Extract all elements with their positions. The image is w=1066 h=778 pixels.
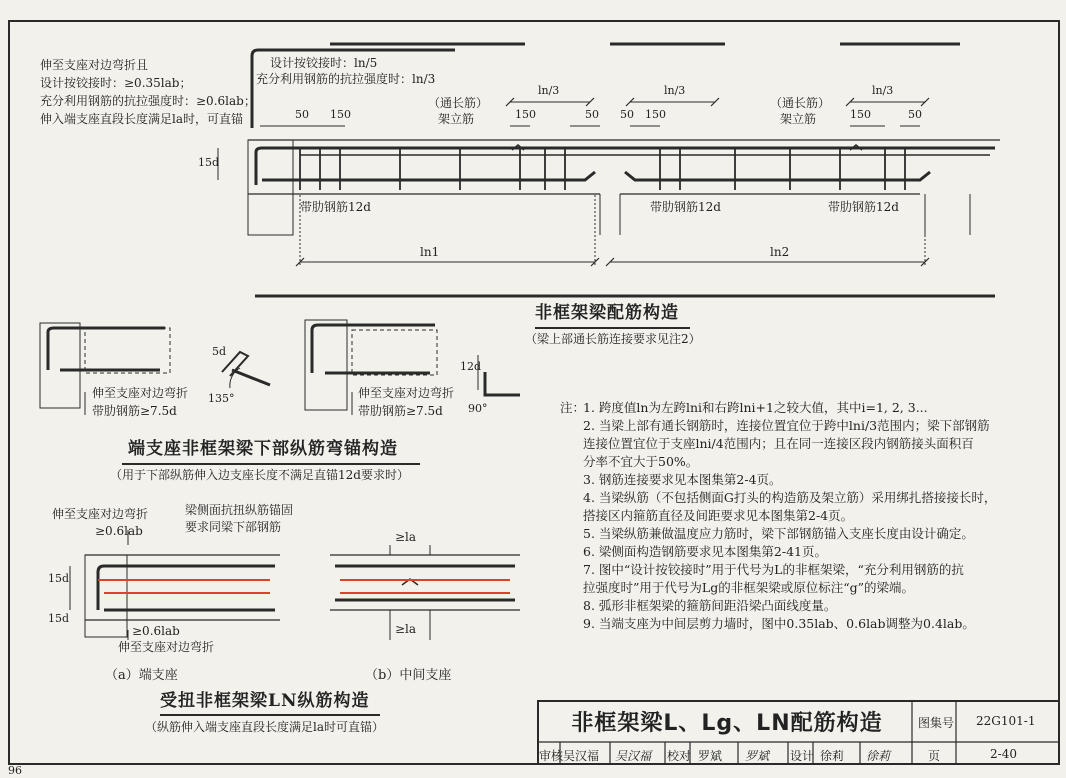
design-name: 徐莉 <box>820 749 845 763</box>
dim-150-d: 150 <box>850 108 871 121</box>
torsion-subtitle: （纵筋伸入端支座直段长度满足la时可直锚） <box>145 720 384 734</box>
design-label: 设计 <box>790 749 815 763</box>
torsion-label-extend-bottom: 伸至支座对边弯折 <box>118 640 215 654</box>
angle-90: 90° <box>468 402 488 415</box>
label-full-strength: 充分利用钢筋的抗拉强度时：ln/3 <box>256 72 436 86</box>
end-support-subtitle: （用于下部纵筋伸入边支座长度不满足直锚12d要求时） <box>110 468 409 482</box>
angle-135: 135° <box>208 392 235 405</box>
dim-12d: 12d <box>460 360 482 373</box>
dim-50-c: 50 <box>620 108 634 121</box>
label-design-hinge: 设计按铰接时：ln/5 <box>270 56 378 70</box>
dim-ln2: ln2 <box>770 245 790 259</box>
end-label-extend-2: 伸至支座对边弯折 <box>358 386 455 400</box>
torsion-label-06lab-top: ≥0.6lab <box>95 524 143 538</box>
review-label: 审核 <box>539 749 564 763</box>
left-note-2: 设计按铰接时：≥0.35lab； <box>40 76 192 90</box>
dim-5d: 5d <box>212 345 227 358</box>
dim-150-b: 150 <box>515 108 536 121</box>
dim-50-a: 50 <box>295 108 309 121</box>
erection-label-2b: 架立筋 <box>780 112 817 126</box>
note-2b: 连接位置宜位于支座lni/4范围内；且在同一连接区段内钢筋接头面积百 <box>583 436 974 451</box>
note-3: 3. 钢筋连接要求见本图集第2-4页。 <box>583 472 782 487</box>
end-label-ribbed-2: 带肋钢筋≥7.5d <box>358 404 443 418</box>
left-note-3: 充分利用钢筋的抗拉强度时：≥0.6lab； <box>40 94 256 108</box>
end-label-ribbed-1: 带肋钢筋≥7.5d <box>92 404 177 418</box>
torsion-dim-15d-a: 15d <box>48 572 70 585</box>
torsion-bars-red <box>98 580 510 593</box>
check-signature: 罗斌 <box>745 749 770 763</box>
torsion-dim-15d-b: 15d <box>48 612 70 625</box>
note-6: 6. 梁侧面构造钢筋要求见本图集第2-41页。 <box>583 544 827 559</box>
design-signature: 徐莉 <box>866 749 891 763</box>
left-note-1: 伸至支座对边弯折且 <box>40 58 149 72</box>
ribbed-bar-label-2: 带肋钢筋12d <box>650 200 721 214</box>
atlas-label: 图集号 <box>918 716 955 730</box>
torsion-label-06lab-bottom: ≥0.6lab <box>132 624 180 638</box>
note-5: 5. 当梁纵筋兼做温度应力筋时，梁下部钢筋锚入支座长度由设计确定。 <box>583 526 974 541</box>
note-9: 9. 当端支座为中间层剪力墙时，图中0.35lab、0.6lab调整为0.4lab。 <box>583 616 975 631</box>
note-1: 1. 跨度值ln为左跨lni和右跨lni+1之较大值，其中i=1, 2, 3... <box>583 400 928 415</box>
page-label: 页 <box>928 749 941 763</box>
torsion-label-extend-top: 伸至支座对边弯折 <box>52 507 149 521</box>
torsion-caption-a: （a）端支座 <box>105 668 178 683</box>
erection-label-1b: 架立筋 <box>438 112 475 126</box>
torsion-label-la-bottom: ≥la <box>395 622 417 636</box>
dim-ln3-a: ln/3 <box>538 84 560 97</box>
check-name: 罗斌 <box>698 749 723 763</box>
review-signature: 吴汉福 <box>615 749 652 763</box>
end-support-title: 端支座非框架梁下部纵筋弯锚构造 <box>128 439 398 459</box>
page-number-tb: 2-40 <box>990 747 1017 761</box>
dim-ln1: ln1 <box>420 245 440 259</box>
ribbed-bar-label-1: 带肋钢筋12d <box>300 200 371 214</box>
main-drawing-subtitle: （梁上部通长筋连接要求见注2） <box>525 332 701 346</box>
left-note-4: 伸入端支座直段长度满足la时，可直锚 <box>40 112 243 126</box>
note-7a: 7. 图中“设计按铰接时”用于代号为L的非框架梁，“充分利用钢筋的抗 <box>583 562 964 577</box>
erection-label-1a: （通长筋） <box>428 96 489 110</box>
note-7b: 拉强度时”用于代号为Lg的非框架梁或原位标注“g”的梁端。 <box>583 580 914 595</box>
note-2c: 分率不宜大于50%。 <box>583 454 699 469</box>
erection-label-2a: （通长筋） <box>770 96 831 110</box>
ribbed-bar-label-3: 带肋钢筋12d <box>828 200 899 214</box>
note-4b: 搭接区内箍筋直径及间距要求见本图集第2-4页。 <box>583 508 854 523</box>
review-name: 吴汉福 <box>563 749 600 763</box>
dim-ln3-c: ln/3 <box>872 84 894 97</box>
page-number: 96 <box>8 764 22 777</box>
notes-prefix: 注： <box>560 400 586 415</box>
dim-50-b: 50 <box>585 108 599 121</box>
dim-ln3-b: ln/3 <box>664 84 686 97</box>
note-8: 8. 弧形非框架梁的箍筋间距沿梁凸面线度量。 <box>583 598 837 613</box>
title-block-title: 非框架梁L、Lg、LN配筋构造 <box>571 711 883 736</box>
main-drawing-title: 非框架梁配筋构造 <box>535 303 679 323</box>
torsion-label-la-top: ≥la <box>395 530 417 544</box>
note-2a: 2. 当梁上部有通长钢筋时，连接位置宜位于跨中lni/3范围内；梁下部钢筋 <box>583 418 990 433</box>
dim-15d: 15d <box>198 156 220 169</box>
dim-150-a: 150 <box>330 108 351 121</box>
dim-50-d: 50 <box>908 108 922 121</box>
torsion-title: 受扭非框架梁LN纵筋构造 <box>160 691 370 711</box>
atlas-number: 22G101-1 <box>976 714 1036 728</box>
torsion-label-side-2: 要求同梁下部钢筋 <box>185 520 282 534</box>
note-4a: 4. 当梁纵筋（不包括侧面G打头的构造筋及架立筋）采用绑扎搭接接长时， <box>583 490 997 505</box>
dim-150-c: 150 <box>645 108 666 121</box>
end-label-extend-1: 伸至支座对边弯折 <box>92 386 189 400</box>
check-label: 校对 <box>667 749 692 763</box>
torsion-label-side-1: 梁侧面抗扭纵筋锚固 <box>185 503 294 517</box>
torsion-caption-b: （b）中间支座 <box>365 668 452 683</box>
